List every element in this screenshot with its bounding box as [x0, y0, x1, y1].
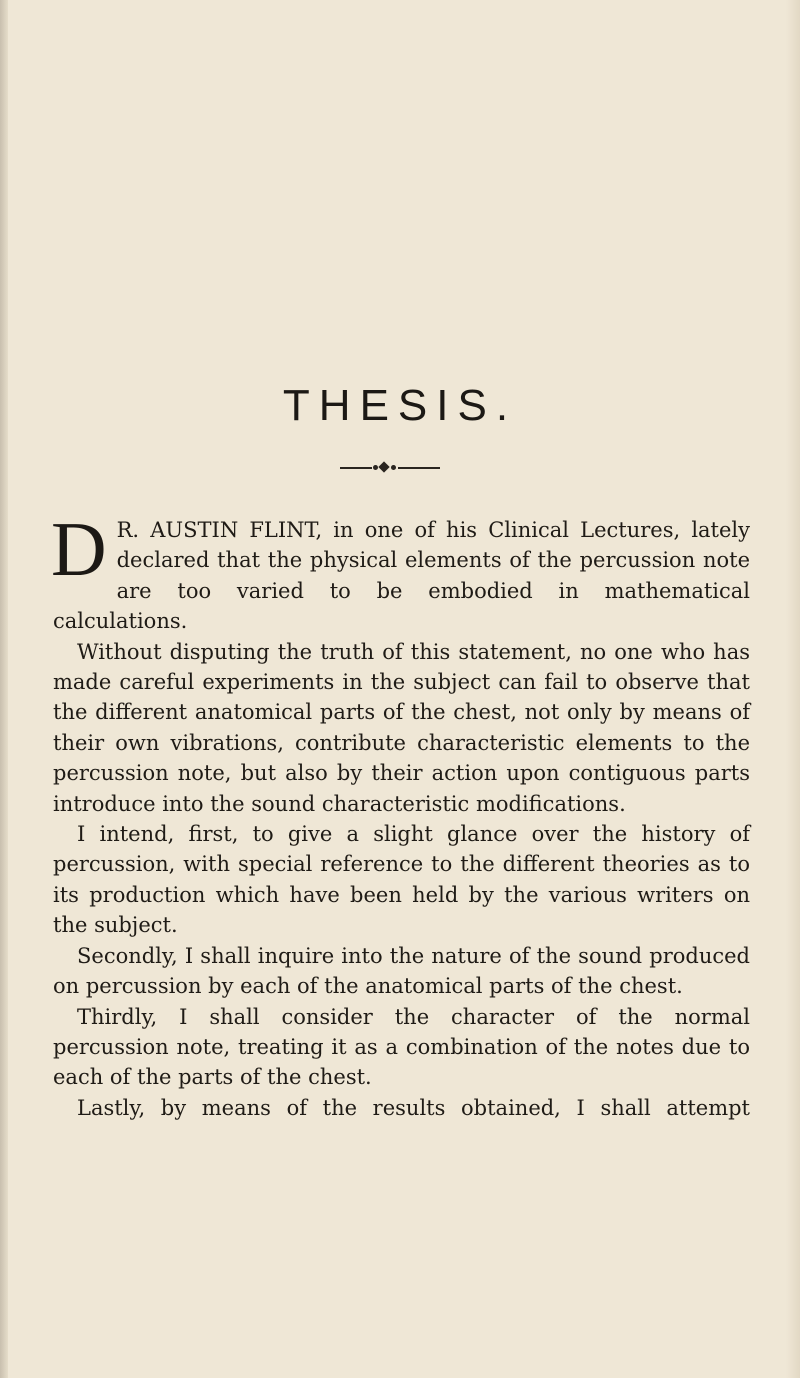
paragraph-2: Without disputing the truth of this statement, no one who has made careful experiments in the subject can fail to observe that the different anatomical parts of the chest, not only by means of their own vibrations, contribute characteristic elements to the percussion note, but also by their action upon contiguous parts introduce into the sound characteristic modifications.	[53, 639, 750, 816]
paragraph-4: Secondly, I shall inquire into the nature of the sound produced on percussion by each of the anatomical parts of the chest.	[53, 943, 750, 999]
paragraph-1: D R. AUSTIN FLINT, in one of his Clinical Lectures, lately declared that the physical elements of the percussion note are too varied to be embodied in mathematical calculations.	[51, 506, 750, 634]
page-edge-right	[786, 0, 800, 1378]
paragraph-3: I intend, first, to give a slight glance over the history of percussion, with special reference to the different theories as to its production which have been held by the various writers on the subject.	[53, 822, 750, 938]
divider-ornament-icon	[340, 462, 440, 474]
drop-cap: D	[51, 506, 107, 592]
page-title: THESIS.	[282, 381, 518, 431]
paragraph-5: Thirdly, I shall consider the character of the normal percussion note, treating it as a combination of the notes due to each of the parts of the chest.	[53, 1004, 750, 1090]
page-edge-left	[0, 0, 8, 1378]
paragraph-6: Lastly, by means of the results obtained, I shall attempt	[77, 1095, 750, 1120]
body-text	[51, 506, 750, 1123]
